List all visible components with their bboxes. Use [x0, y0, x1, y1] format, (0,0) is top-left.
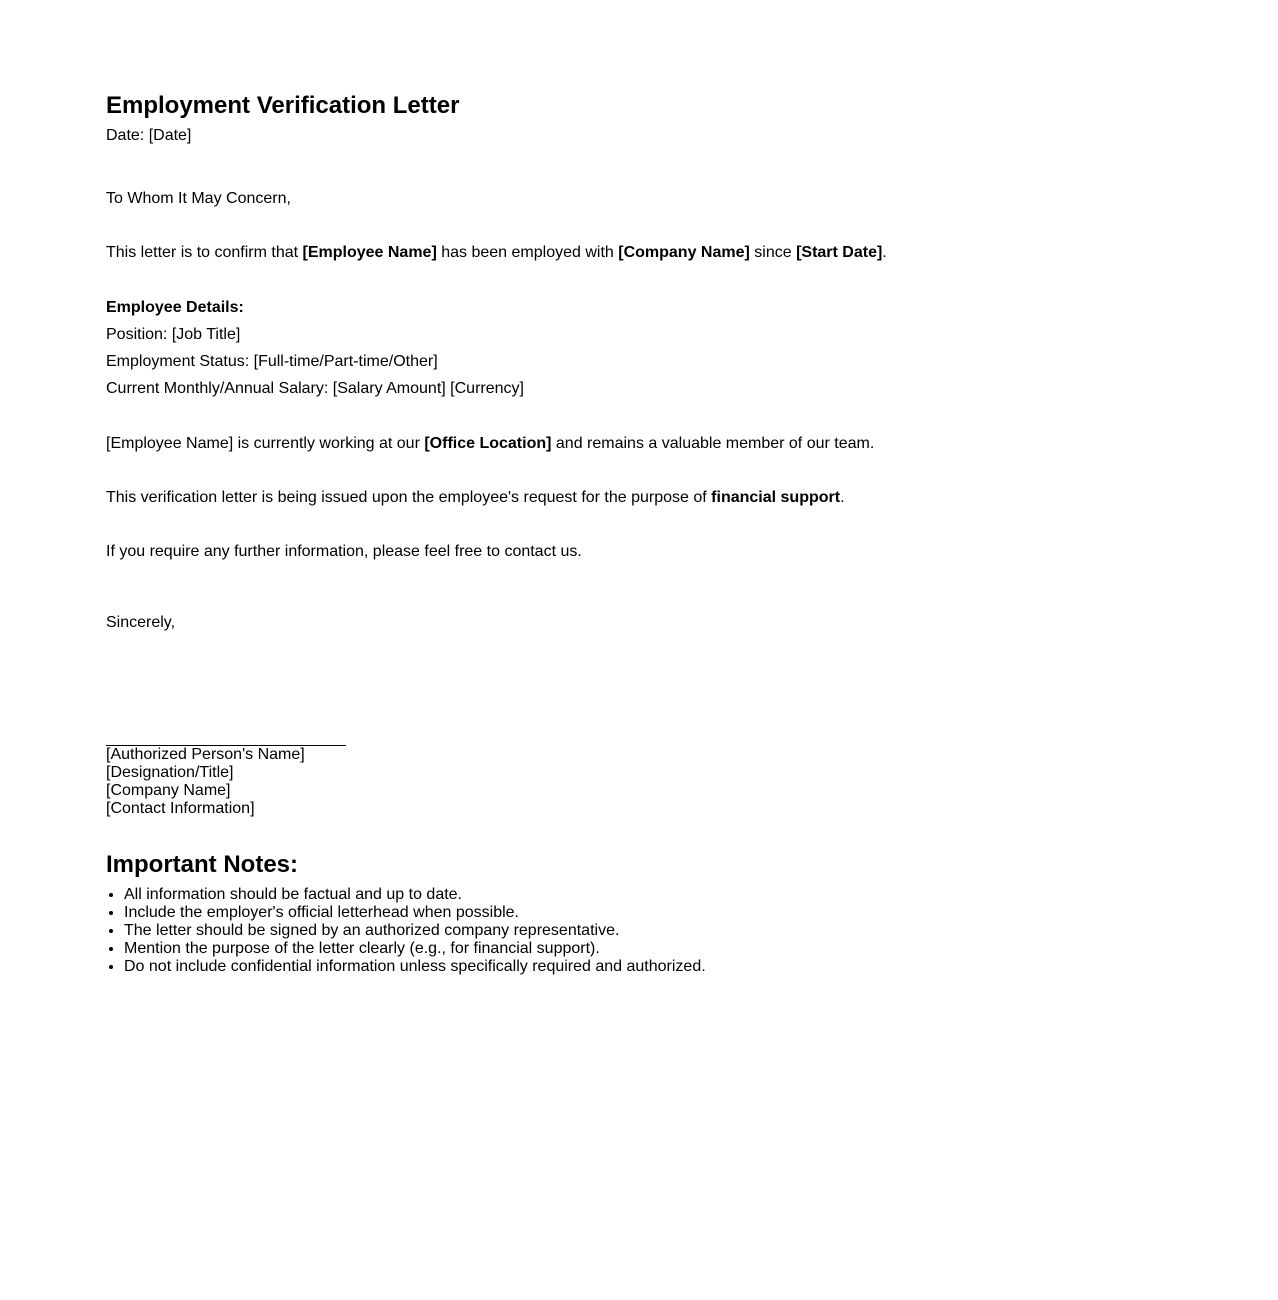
- confirmation-text-3: since: [749, 244, 797, 261]
- signature-block: [106, 746, 305, 818]
- location-text-1: [Employee Name] is currently working at our: [106, 435, 425, 452]
- contact-information: [Contact Information]: [106, 800, 255, 817]
- list-item: • Mention the purpose of the letter clearly (e.g., for financial support).: [124, 940, 706, 958]
- list-item: • Include the employer's official letterhead when possible.: [124, 904, 706, 922]
- confirmation-text-1: This letter is to confirm that: [106, 244, 303, 261]
- location-paragraph: [106, 434, 874, 454]
- authorized-person-name: [Authorized Person's Name]: [106, 746, 305, 763]
- salary-line: Current Monthly/Annual Salary: [Salary Amount] [Currency]: [106, 380, 524, 397]
- purpose-text-2: .: [840, 489, 845, 506]
- office-location-placeholder: [Office Location]: [424, 435, 552, 452]
- list-item: • All information should be factual and up to date.: [124, 886, 706, 904]
- important-notes-heading: Important Notes:: [106, 851, 298, 878]
- employment-status-line: Employment Status: [Full-time/Part-time/Other]: [106, 353, 438, 370]
- designation-title: [Designation/Title]: [106, 764, 234, 781]
- purpose-text-1: This verification letter is being issued upon the employee's request for the purpose of: [106, 489, 712, 506]
- list-item: • Do not include confidential information unless specifically required and authorized.: [124, 958, 706, 976]
- date-line: Date: [Date]: [106, 127, 192, 144]
- employee-name-placeholder: [Employee Name]: [302, 244, 437, 261]
- important-notes-list: [106, 886, 706, 976]
- confirmation-text-2: has been employed with: [436, 244, 619, 261]
- purpose-emphasis: financial support: [711, 489, 841, 506]
- location-text-2: and remains a valuable member of our team.: [551, 435, 875, 452]
- contact-paragraph: If you require any further information, please feel free to contact us.: [106, 543, 582, 560]
- signature-company-name: [Company Name]: [106, 782, 231, 799]
- confirmation-paragraph: [106, 243, 887, 263]
- letter-title: Employment Verification Letter: [106, 92, 460, 119]
- start-date-placeholder: [Start Date]: [796, 244, 883, 261]
- employee-details-heading: [106, 298, 244, 318]
- list-item: • The letter should be signed by an authorized company representative.: [124, 922, 706, 940]
- purpose-paragraph: [106, 488, 845, 508]
- confirmation-text-4: .: [882, 244, 887, 261]
- closing: Sincerely,: [106, 614, 176, 631]
- position-line: Position: [Job Title]: [106, 326, 241, 343]
- employee-details-heading-text: Employee Details:: [106, 299, 244, 316]
- salutation: To Whom It May Concern,: [106, 190, 291, 207]
- company-name-placeholder: [Company Name]: [618, 244, 750, 261]
